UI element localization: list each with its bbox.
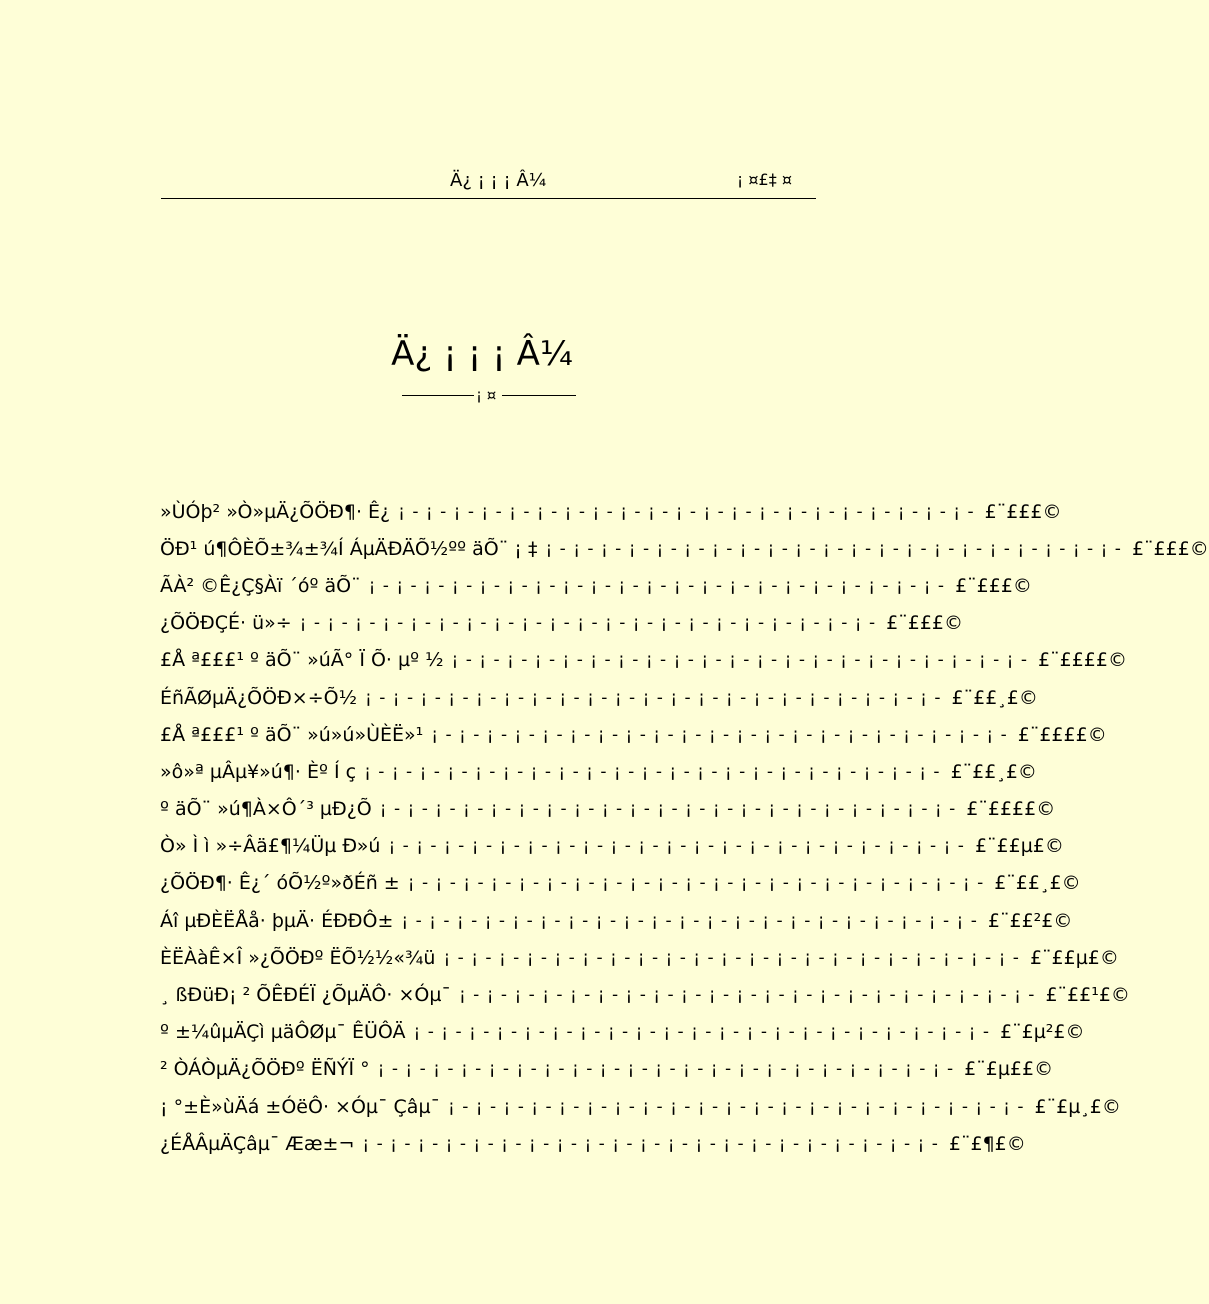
- toc-entry-page: £¨££¸£©: [994, 872, 1081, 895]
- title-rule-right: [502, 395, 576, 396]
- toc-entry[interactable]: [160, 679, 1038, 716]
- dot-leader: ¡ - ¡ - ¡ - ¡ - ¡ - ¡ - ¡ - ¡ - ¡ - ¡ - ¡ - ¡ - ¡ - ¡ - ¡ - ¡ - ¡ - ¡ - ¡ - ¡ - ¡ -: [545, 538, 1122, 559]
- title-rule-left: [402, 395, 474, 396]
- toc-entry-title: Ò» Ì ì »÷Âä£¶¼Üµ Ð»ú: [160, 835, 381, 858]
- toc-entry-page: £¨£µ²£©: [1000, 1021, 1085, 1044]
- toc-entry[interactable]: [160, 716, 1107, 753]
- toc-entry-page: £¨£££©: [984, 500, 1062, 523]
- running-title: Ä¿ ¡ ¡ ¡ Â¼: [450, 170, 547, 191]
- toc-entry-title: ² ÒÁÒµÄ¿ÕÖÐº ËÑÝÏ °: [160, 1058, 370, 1081]
- dot-leader: ¡ - ¡ - ¡ - ¡ - ¡ - ¡ - ¡ - ¡ - ¡ - ¡ - ¡ - ¡ - ¡ - ¡ - ¡ - ¡ - ¡ - ¡ - ¡ - ¡ - ¡ -: [451, 650, 1029, 671]
- toc-entry-title: ÈËÀàÊ×Î »¿ÕÖÐº ËÕ½½«¾ü: [160, 946, 436, 969]
- toc-entry-page: £¨£££©: [886, 612, 964, 635]
- toc-entry[interactable]: [160, 605, 964, 642]
- toc-entry[interactable]: [160, 1125, 1026, 1162]
- toc-entry-title: ÉñÃØµÄ¿ÕÖÐ×÷Õ½: [160, 686, 358, 709]
- toc-entry[interactable]: [160, 567, 1032, 604]
- toc-entry-title: £Å ª£££¹ º äÕ¨ »úÃ° Ï Õ· µº ½: [160, 649, 444, 672]
- toc-entry-page: £¨£££©: [955, 574, 1032, 597]
- toc-entry-page: £¨££¸£©: [951, 686, 1038, 709]
- toc-entry[interactable]: [160, 1014, 1085, 1051]
- toc-entry-page: £¨££££©: [1038, 649, 1127, 672]
- dot-leader: ¡ - ¡ - ¡ - ¡ - ¡ - ¡ - ¡ - ¡ - ¡ - ¡ - ¡ - ¡ - ¡ - ¡ - ¡ - ¡ - ¡ - ¡ - ¡ - ¡ - ¡ -: [364, 761, 941, 782]
- toc-entry[interactable]: [160, 902, 1073, 939]
- toc-entry-title: »ÙÓþ² »Ò»µÄ¿ÕÖÐ¶· Ê¿: [160, 500, 391, 523]
- toc-entry-title: ¸ ßÐüÐ¡ ² ÕÊÐÉÏ ¿ÕµÄÔ· ×Óµ¯: [160, 984, 451, 1007]
- dot-leader: ¡ - ¡ - ¡ - ¡ - ¡ - ¡ - ¡ - ¡ - ¡ - ¡ - ¡ - ¡ - ¡ - ¡ - ¡ - ¡ - ¡ - ¡ - ¡ - ¡ - ¡ -: [458, 985, 1036, 1006]
- toc-entry-page: £¨££²£©: [987, 909, 1073, 932]
- toc-entry-title: »ô»ª µÂµ¥»ú¶· Èº Í ç: [160, 760, 357, 783]
- toc-entry-title: º ±¼ûµÄÇì µäÔØµ¯ ÊÜÔÄ: [160, 1021, 406, 1044]
- toc-entry-title: ¿ÉÅÂµÄÇâµ¯ Ææ±¬: [160, 1132, 355, 1155]
- dot-leader: ¡ - ¡ - ¡ - ¡ - ¡ - ¡ - ¡ - ¡ - ¡ - ¡ - ¡ - ¡ - ¡ - ¡ - ¡ - ¡ - ¡ - ¡ - ¡ - ¡ - ¡ -: [388, 836, 965, 857]
- dot-leader: ¡ - ¡ - ¡ - ¡ - ¡ - ¡ - ¡ - ¡ - ¡ - ¡ - ¡ - ¡ - ¡ - ¡ - ¡ - ¡ - ¡ - ¡ - ¡ - ¡ - ¡ -: [377, 1059, 955, 1080]
- toc-entry-page: £¨££££©: [966, 798, 1056, 821]
- page-title: Ä¿ ¡ ¡ ¡ Â¼: [391, 334, 573, 374]
- toc-entry-title: ¡ °±È»ùÄá ±ÓëÔ· ×Óµ¯ Çâµ¯: [160, 1095, 441, 1118]
- toc-entry[interactable]: [160, 493, 1062, 530]
- dot-leader: ¡ - ¡ - ¡ - ¡ - ¡ - ¡ - ¡ - ¡ - ¡ - ¡ - ¡ - ¡ - ¡ - ¡ - ¡ - ¡ - ¡ - ¡ - ¡ - ¡ - ¡ -: [443, 947, 1020, 968]
- toc-entry[interactable]: [160, 791, 1056, 828]
- toc-entry-page: £¨£¶£©: [948, 1132, 1026, 1155]
- dot-leader: ¡ - ¡ - ¡ - ¡ - ¡ - ¡ - ¡ - ¡ - ¡ - ¡ - ¡ - ¡ - ¡ - ¡ - ¡ - ¡ - ¡ - ¡ - ¡ - ¡ - ¡ -: [448, 1096, 1025, 1117]
- page-number: ¡ ¤£‡ ¤: [736, 170, 792, 189]
- toc-entry-page: £¨£££©: [1131, 537, 1209, 560]
- toc-entry[interactable]: [160, 828, 1064, 865]
- dot-leader: ¡ - ¡ - ¡ - ¡ - ¡ - ¡ - ¡ - ¡ - ¡ - ¡ - ¡ - ¡ - ¡ - ¡ - ¡ - ¡ - ¡ - ¡ - ¡ - ¡ - ¡ -: [398, 501, 975, 522]
- toc-entry[interactable]: [160, 753, 1037, 790]
- toc-entry[interactable]: [160, 642, 1127, 679]
- toc-entry-title: £Å ª£££¹ º äÕ¨ »ú»ú»ÙÈË»¹: [160, 723, 424, 746]
- toc-entry-title: ÖÐ¹ ú¶ÔÈÕ±¾±¾Í ÁµÄÐÄÕ½ºº äÕ¨ ¡ ‡: [160, 537, 538, 560]
- toc-entry[interactable]: [160, 976, 1130, 1013]
- toc-entry-title: ÃÀ² ©Ê¿Ç§Àï ´óº äÕ¨: [160, 574, 361, 597]
- dot-leader: ¡ - ¡ - ¡ - ¡ - ¡ - ¡ - ¡ - ¡ - ¡ - ¡ - ¡ - ¡ - ¡ - ¡ - ¡ - ¡ - ¡ - ¡ - ¡ - ¡ - ¡ -: [368, 575, 946, 596]
- dot-leader: ¡ - ¡ - ¡ - ¡ - ¡ - ¡ - ¡ - ¡ - ¡ - ¡ - ¡ - ¡ - ¡ - ¡ - ¡ - ¡ - ¡ - ¡ - ¡ - ¡ - ¡ -: [413, 1022, 991, 1043]
- title-ornament: ¡ ¤: [476, 386, 497, 404]
- toc-entry[interactable]: [160, 865, 1081, 902]
- toc-entry-title: ¿ÕÖÐÇÉ· ü»÷: [160, 612, 292, 635]
- toc-entry[interactable]: [160, 1088, 1121, 1125]
- dot-leader: ¡ - ¡ - ¡ - ¡ - ¡ - ¡ - ¡ - ¡ - ¡ - ¡ - ¡ - ¡ - ¡ - ¡ - ¡ - ¡ - ¡ - ¡ - ¡ - ¡ - ¡ -: [407, 873, 985, 894]
- dot-leader: ¡ - ¡ - ¡ - ¡ - ¡ - ¡ - ¡ - ¡ - ¡ - ¡ - ¡ - ¡ - ¡ - ¡ - ¡ - ¡ - ¡ - ¡ - ¡ - ¡ - ¡ -: [431, 724, 1008, 745]
- toc-entry-page: £¨£µ¸£©: [1034, 1095, 1121, 1118]
- toc-entry-title: Áî µÐÈËÅå· þµÄ· ÉÐÐÔ±: [160, 909, 394, 932]
- toc-entry-page: £¨££¸£©: [950, 760, 1037, 783]
- dot-leader: ¡ - ¡ - ¡ - ¡ - ¡ - ¡ - ¡ - ¡ - ¡ - ¡ - ¡ - ¡ - ¡ - ¡ - ¡ - ¡ - ¡ - ¡ - ¡ - ¡ - ¡ -: [401, 910, 978, 931]
- running-header: [161, 166, 816, 199]
- table-of-contents: [160, 493, 1209, 1162]
- dot-leader: ¡ - ¡ - ¡ - ¡ - ¡ - ¡ - ¡ - ¡ - ¡ - ¡ - ¡ - ¡ - ¡ - ¡ - ¡ - ¡ - ¡ - ¡ - ¡ - ¡ - ¡ -: [379, 799, 957, 820]
- toc-entry-page: £¨£µ££©: [964, 1058, 1054, 1081]
- toc-entry-page: £¨££µ£©: [1029, 946, 1119, 969]
- toc-entry-page: £¨££µ£©: [974, 835, 1064, 858]
- dot-leader: ¡ - ¡ - ¡ - ¡ - ¡ - ¡ - ¡ - ¡ - ¡ - ¡ - ¡ - ¡ - ¡ - ¡ - ¡ - ¡ - ¡ - ¡ - ¡ - ¡ - ¡ -: [299, 613, 877, 634]
- toc-entry[interactable]: [160, 530, 1209, 567]
- dot-leader: ¡ - ¡ - ¡ - ¡ - ¡ - ¡ - ¡ - ¡ - ¡ - ¡ - ¡ - ¡ - ¡ - ¡ - ¡ - ¡ - ¡ - ¡ - ¡ - ¡ - ¡ -: [362, 1133, 939, 1154]
- dot-leader: ¡ - ¡ - ¡ - ¡ - ¡ - ¡ - ¡ - ¡ - ¡ - ¡ - ¡ - ¡ - ¡ - ¡ - ¡ - ¡ - ¡ - ¡ - ¡ - ¡ - ¡ -: [365, 687, 942, 708]
- toc-entry-title: ¿ÕÖÐ¶· Ê¿´ óÕ½º»ðÉñ ±: [160, 872, 400, 895]
- toc-entry[interactable]: [160, 939, 1119, 976]
- toc-entry-title: º äÕ¨ »ú¶À×Ô´³ µÐ¿Õ: [160, 798, 372, 821]
- toc-entry-page: £¨££¹£©: [1045, 984, 1130, 1007]
- toc-entry[interactable]: [160, 1051, 1054, 1088]
- toc-entry-page: £¨££££©: [1017, 723, 1107, 746]
